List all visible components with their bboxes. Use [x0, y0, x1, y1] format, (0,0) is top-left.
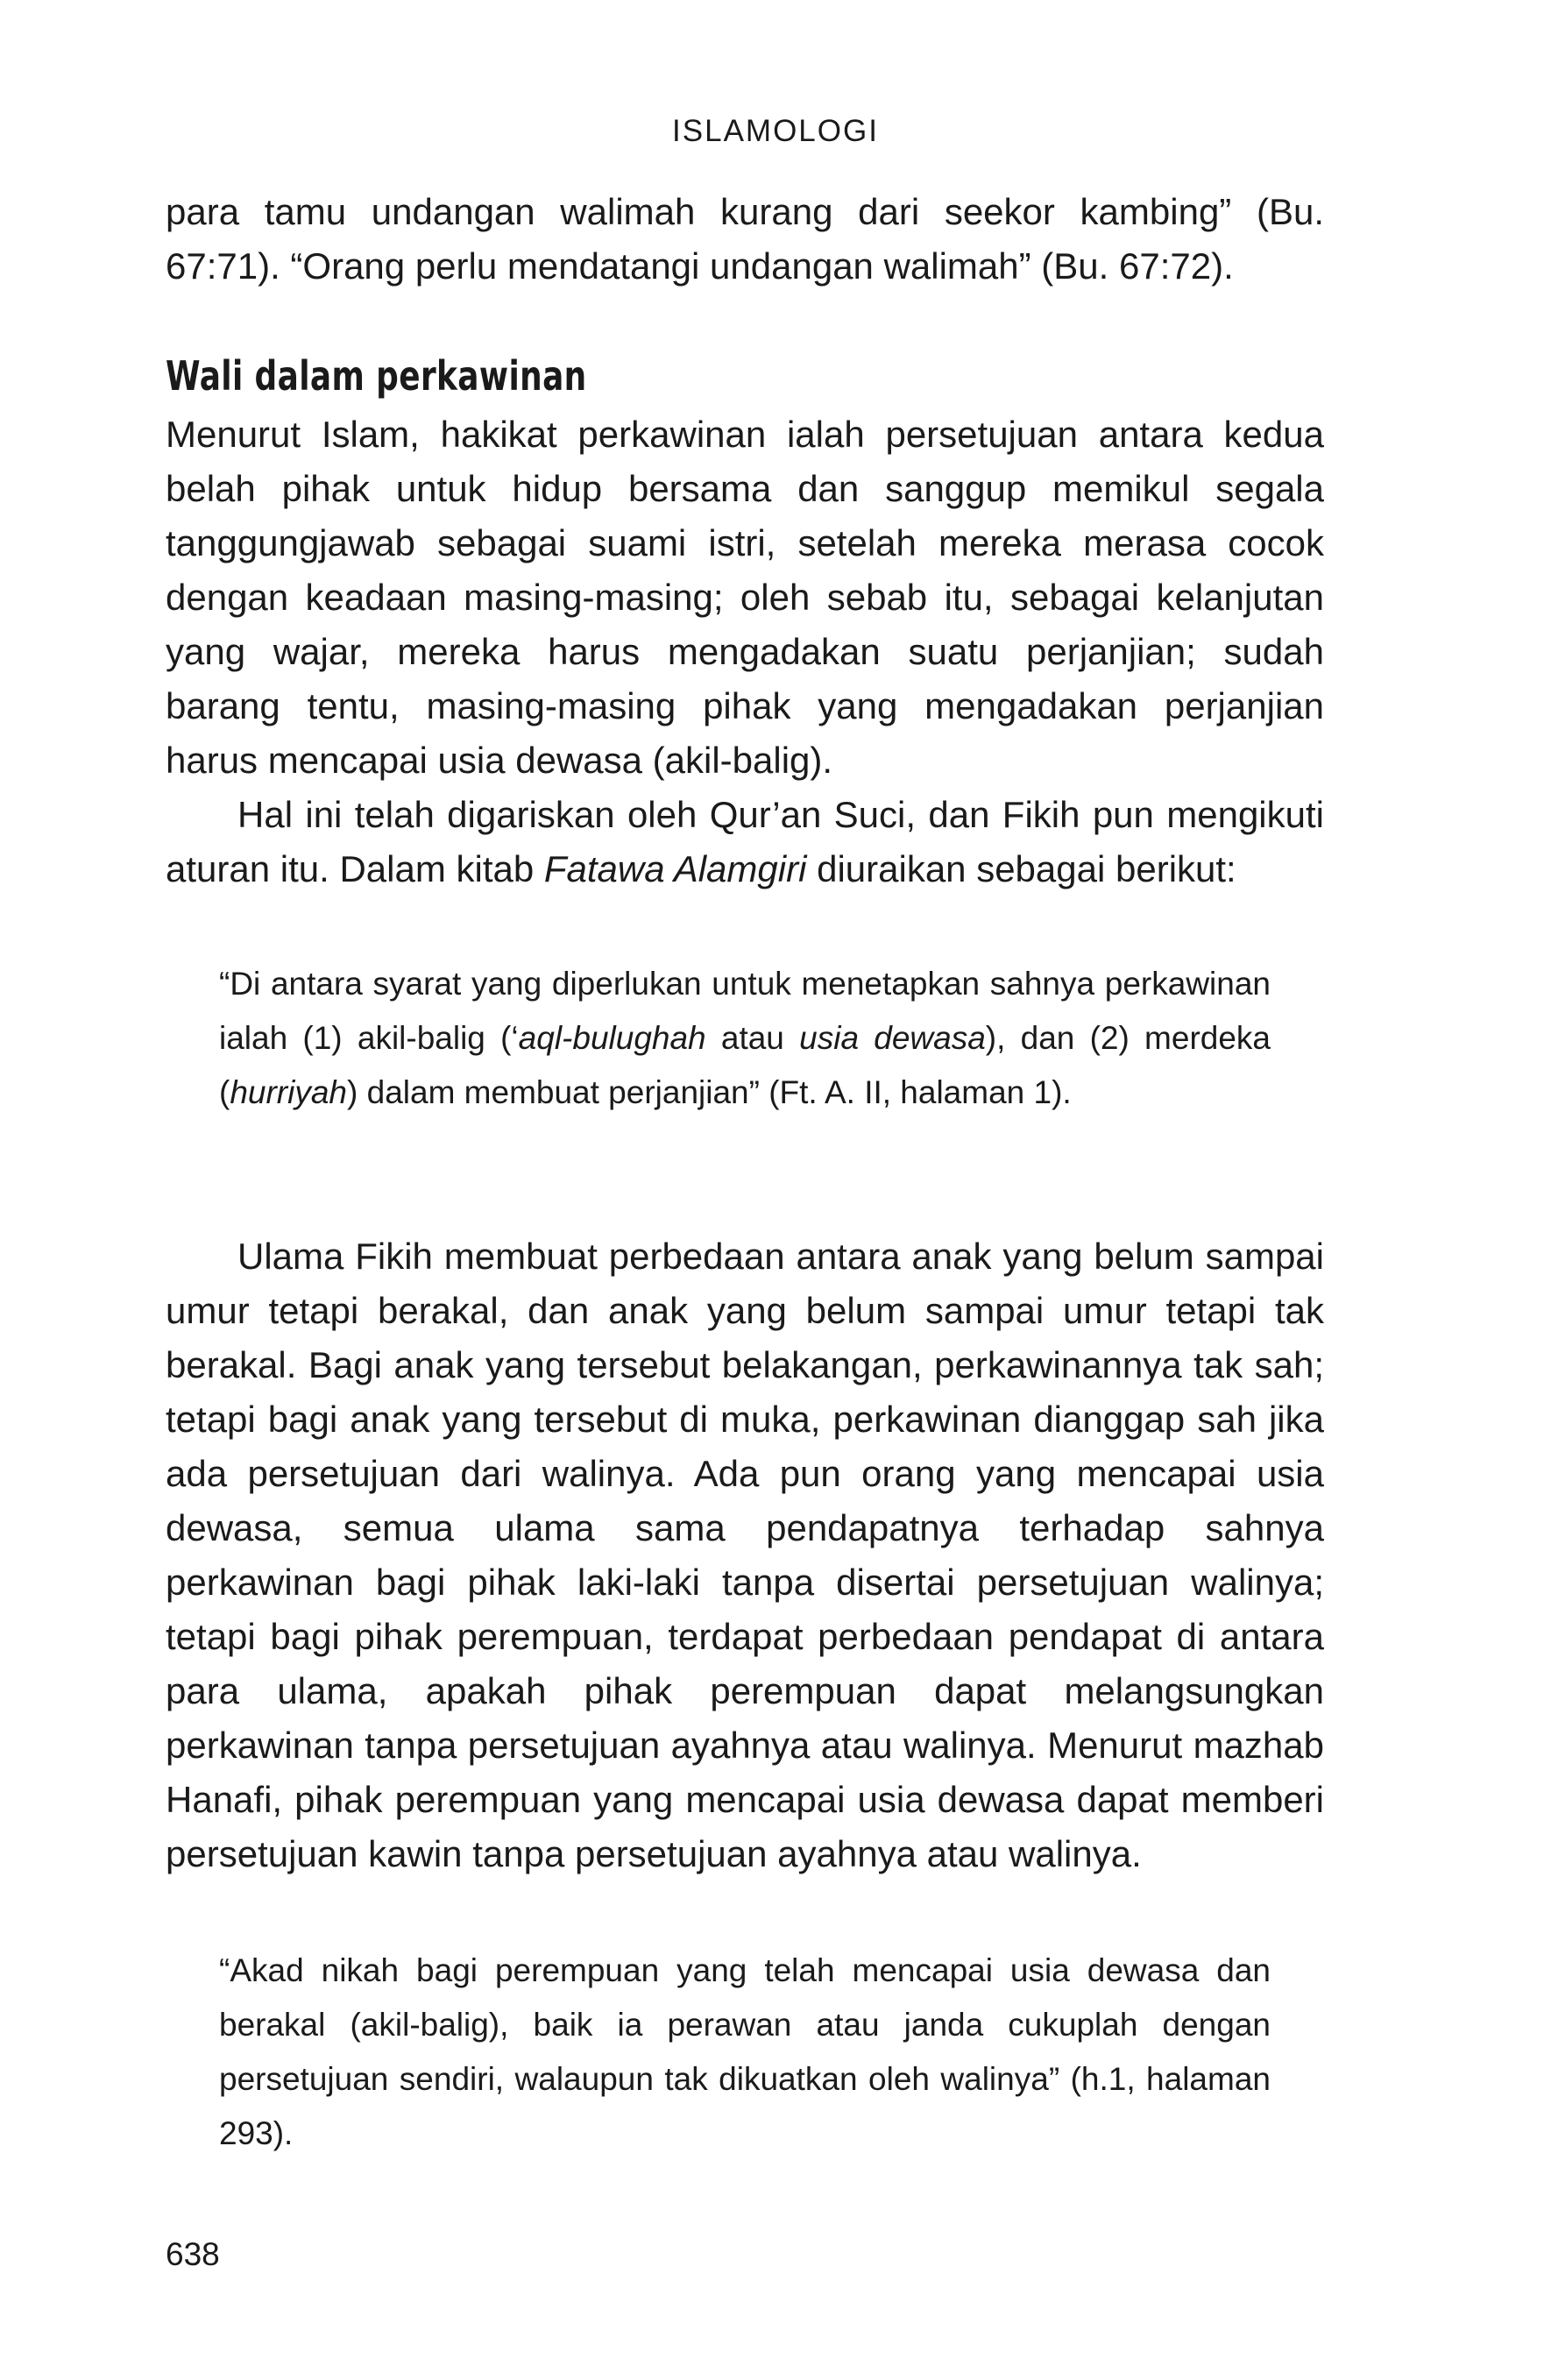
term-aql-bulughah: aql-bulughah — [518, 1020, 706, 1056]
quote-1-text-b: atau — [705, 1020, 800, 1056]
block-quote-1 — [219, 957, 1271, 1120]
quote-1-text-a: “Di antara syarat yang diperlukan untuk menetapkan sahnya perkawinan ialah (1) akil-balig (‘ — [219, 966, 1271, 1056]
paragraph-3: Ulama Fikih membuat perbedaan antara anak yang belum sampai umur tetapi berakal, dan anak yang belum sampai umur tetapi tak berakal. Bagi anak yang tersebut belakangan, perkawinannya tak sah; tetapi bagi anak yang tersebut di muka, perkawinan dianggap sah jika ada persetujuan dari walinya. Ada pun orang yang mencapai usia dewasa, semua ulama sama pendapatnya terhadap sahnya perkawinan bagi pihak laki-laki tanpa disertai persetujuan walinya; tetapi bagi pihak perempuan, terdapat perbedaan pendapat di antara para ulama, apakah pihak perempuan dapat melangsungkan perkawinan tanpa persetujuan ayahnya atau walinya. Menurut mazhab Hanafi, pihak perempuan yang mencapai usia dewasa dapat memberi persetujuan kawin tanpa persetujuan ayahnya atau walinya. — [166, 1236, 1324, 1874]
paragraph-2-text-a: Hal ini telah digariskan oleh Qur’an Suci, dan Fikih pun mengikuti aturan itu. Dalam kitab — [166, 794, 1324, 889]
paragraph-2-text-b: diuraikan sebagai berikut: — [806, 848, 1236, 889]
quote-1-text-d: ) dalam membuat perjanjian” (Ft. A. II, halaman 1). — [347, 1074, 1072, 1110]
page-number: 638 — [166, 2236, 220, 2272]
paragraph-1: Menurut Islam, hakikat perkawinan ialah persetujuan antara kedua belah pihak untuk hidup bersama dan sanggup memikul segala tanggungjawab sebagai suami istri, setelah mereka merasa cocok dengan keadaan masing-masing; oleh sebab itu, sebagai kelanjutan yang wajar, mereka harus mengadakan suatu perjanjian; sudah barang tentu, masing-masing pihak yang mengadakan perjanjian harus mencapai usia dewasa (akil-balig). — [166, 414, 1324, 781]
term-hurriyah: hurriyah — [230, 1074, 348, 1110]
book-title: Fatawa Alamgiri — [543, 848, 807, 889]
running-title: ISLAMOLOGI — [672, 114, 879, 148]
block-quote-2: “Akad nikah bagi perempuan yang telah mencapai usia dewasa dan berakal (akil-balig), baik ia perawan atau janda cukuplah dengan persetujuan sendiri, walaupun tak dikuatkan oleh walinya” (h.1, halaman 293). — [219, 1952, 1271, 2151]
section-heading: Wali dalam perkawinan — [166, 352, 587, 400]
paragraph-2 — [166, 788, 1324, 896]
quote-1-text-c: ), dan (2) merdeka ( — [219, 1020, 1271, 1110]
continuation-paragraph: para tamu undangan walimah kurang dari seekor kambing” (Bu. 67:71). “Orang perlu mendatangi undangan walimah” (Bu. 67:72). — [166, 191, 1324, 287]
term-usia-dewasa: usia dewasa — [799, 1020, 986, 1056]
